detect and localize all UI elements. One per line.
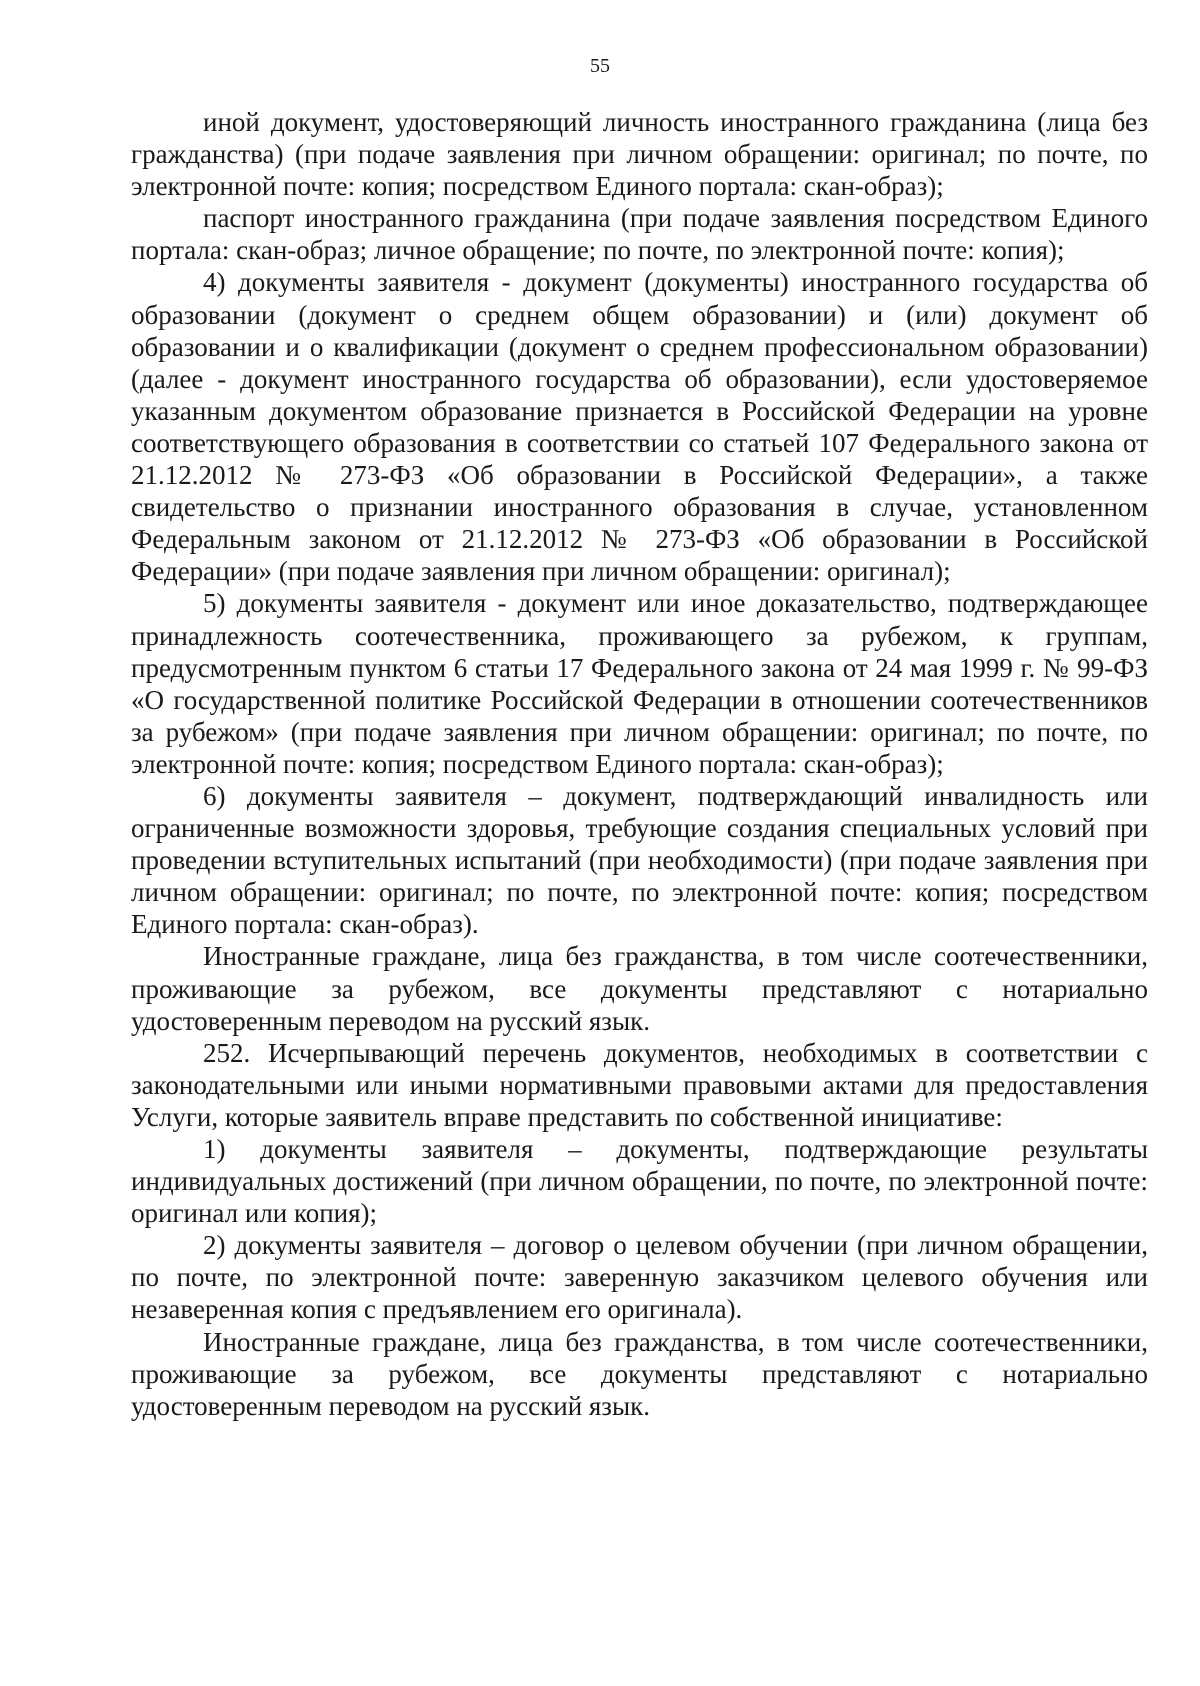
paragraph-translation-requirement-2: Иностранные граждане, лица без гражданства, в том числе соотечественники, проживающие за рубежом, все документы представляют с нотариально удостоверенным переводом на русский язык. bbox=[131, 1326, 1148, 1421]
paragraph-item-5-compatriot-documents: 5) документы заявителя - документ или иное доказательство, подтверждающее принадлежность соотечественника, проживающего за рубежом, к группам, предусмотренным пунктом 6 статьи 17 Федерального закона от 24 мая 1999 г. № 99-ФЗ «О государственной политике Российской Федерации в отношении соотечественников за рубежом» (при подаче заявления при личном обращении: оригинал; по почте, по электронной почте: копия; посредством Единого портала: скан-образ); bbox=[131, 588, 1148, 779]
paragraph-translation-requirement: Иностранные граждане, лица без гражданства, в том числе соотечественники, проживающие за рубежом, все документы представляют с нотариально удостоверенным переводом на русский язык. bbox=[131, 941, 1148, 1036]
paragraph-item-6-disability-documents: 6) документы заявителя – документ, подтверждающий инвалидность или ограниченные возможности здоровья, требующие создания специальных условий при проведении вступительных испытаний (при необходимости) (при подаче заявления при личном обращении: оригинал; по почте, по электронной почте: копия; посредством Единого портала: скан-образ). bbox=[131, 780, 1148, 940]
document-body bbox=[131, 106, 1148, 1422]
paragraph-252-optional-documents: 252. Исчерпывающий перечень документов, необходимых в соответствии с законодательными или иными нормативными правовыми актами для предоставления Услуги, которые заявитель вправе представить по собственной инициативе: bbox=[131, 1037, 1148, 1132]
paragraph-optional-item-2: 2) документы заявителя – договор о целевом обучении (при личном обращении, по почте, по электронной почте: заверенную заказчиком целевого обучения или незаверенная копия с предъявлением его оригинала). bbox=[131, 1230, 1148, 1325]
paragraph-item-4-education-documents: 4) документы заявителя - документ (документы) иностранного государства об образовании (документ о среднем общем образовании) и (или) документ об образовании и о квалификации (документ о среднем профессиональном образовании) (далее - документ иностранного государства об образовании), если удостоверяемое указанным документом образование признается в Российской Федерации на уровне соответствующего образования в соответствии со статьей 107 Федерального закона от 21.12.2012 № 273-ФЗ «Об образовании в Российской Федерации», а также свидетельство о признании иностранного образования в случае, установленном Федеральным законом от 21.12.2012 № 273-ФЗ «Об образовании в Российской Федерации» (при подаче заявления при личном обращении: оригинал); bbox=[131, 267, 1148, 587]
page-number: 55 bbox=[590, 55, 610, 77]
paragraph-optional-item-1: 1) документы заявителя – документы, подтверждающие результаты индивидуальных достижений (при личном обращении, по почте, по электронной почте: оригинал или копия); bbox=[131, 1134, 1148, 1229]
paragraph-foreign-id-document: иной документ, удостоверяющий личность иностранного гражданина (лица без гражданства) (при подаче заявления при личном обращении: оригинал; по почте, по электронной почте: копия; посредством Единого портала: скан-образ); bbox=[131, 107, 1148, 202]
paragraph-foreign-passport: паспорт иностранного гражданина (при подаче заявления посредством Единого портала: скан-образ; личное обращение; по почте, по электронной почте: копия); bbox=[131, 203, 1148, 266]
